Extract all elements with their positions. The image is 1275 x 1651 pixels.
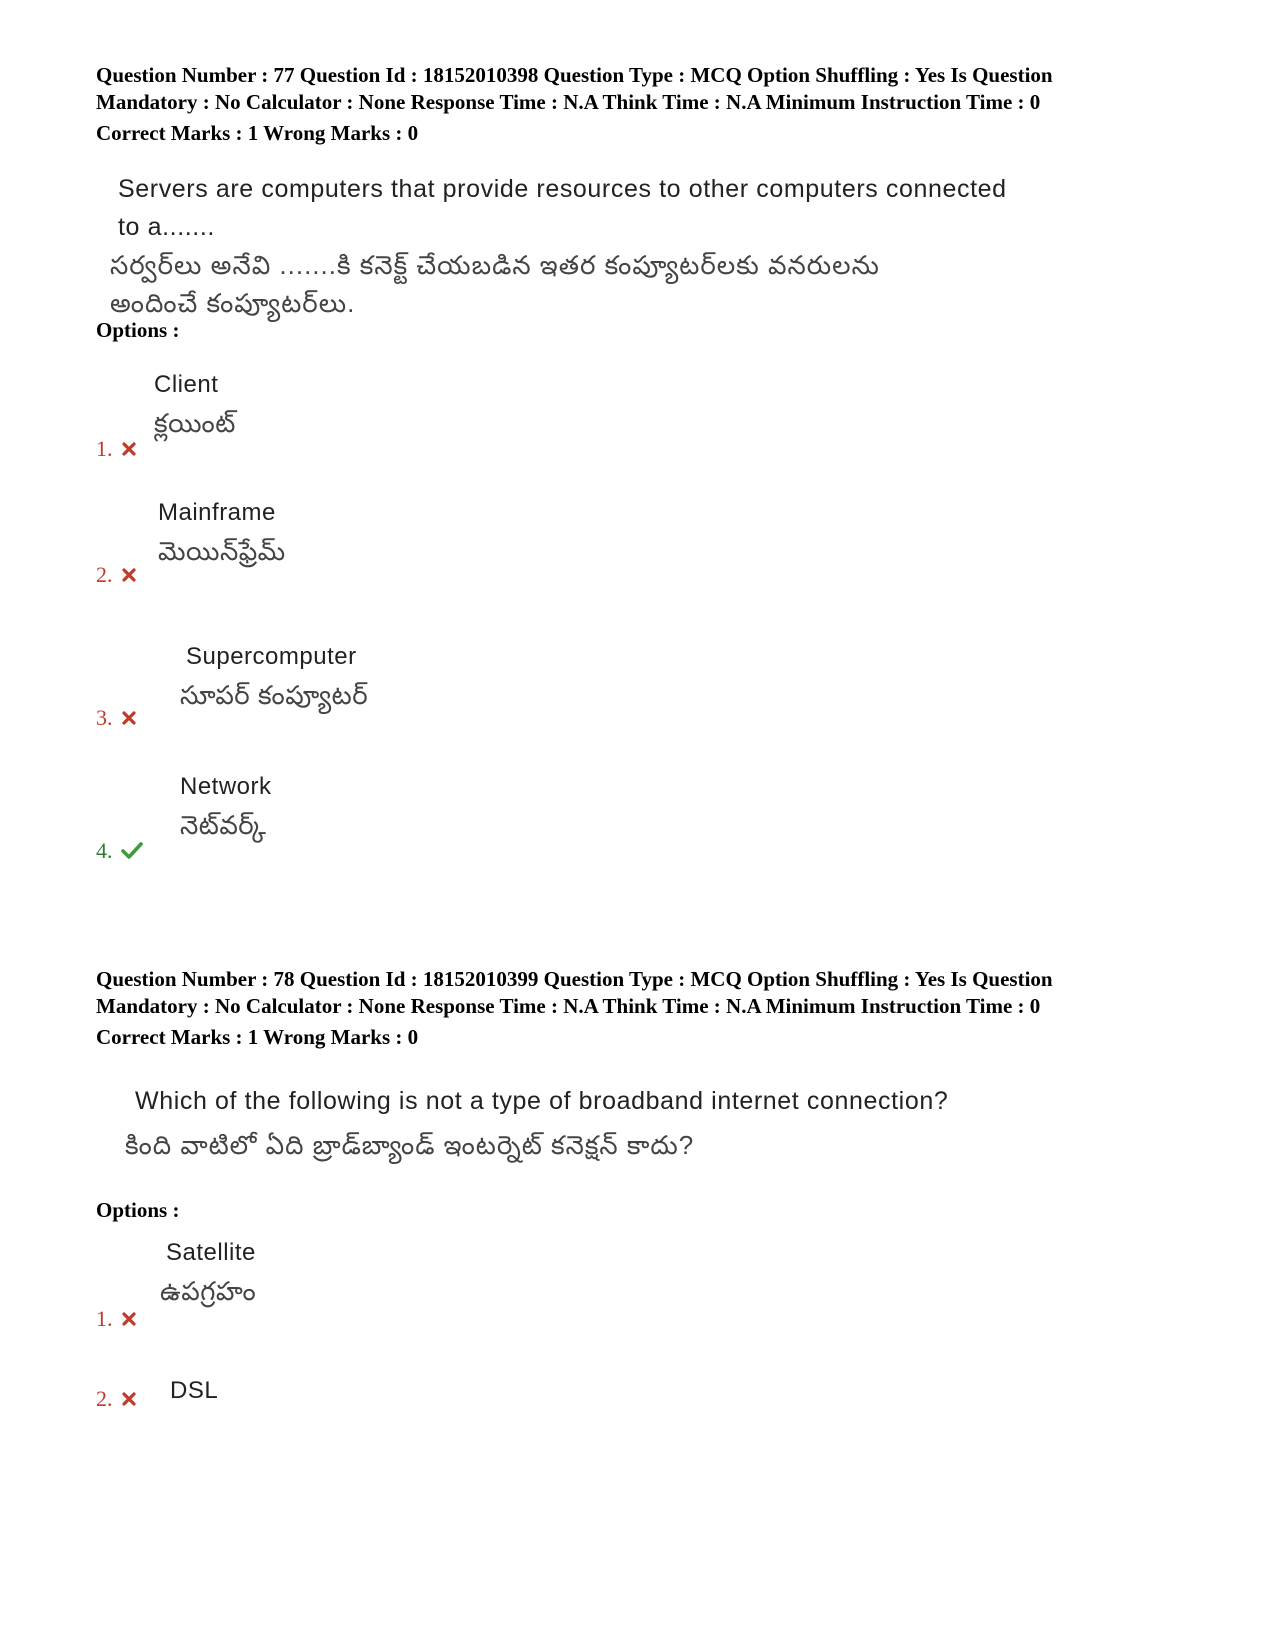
question-77-meta — [96, 62, 1196, 147]
option-text-te: మెయిన్‌ఫ్రేమ్ — [158, 536, 286, 566]
question-text-en: Servers are computers that provide resources to other computers connected — [118, 175, 1007, 203]
question-marks: Correct Marks : 1 Wrong Marks : 0 — [96, 1025, 419, 1049]
question-meta-line: Question Number : 78 Question Id : 18152010399 Question Type : MCQ Option Shuffling : Yes Is Question — [96, 967, 1053, 991]
options-label: Options : — [96, 318, 180, 342]
option-3-text — [180, 638, 369, 714]
question-text-en: Which of the following is not a type of broadband internet connection? — [135, 1087, 949, 1115]
option-4-marker — [96, 838, 143, 864]
option-number: 1. — [96, 436, 113, 461]
option-2-text — [158, 494, 286, 570]
question-78-text — [125, 1082, 949, 1164]
option-1-marker — [96, 1306, 137, 1332]
question-77-text — [110, 170, 1007, 322]
question-marks: Correct Marks : 1 Wrong Marks : 0 — [96, 121, 419, 145]
cross-icon — [121, 710, 137, 726]
option-2-marker — [96, 562, 137, 588]
question-text-te: అందించే కంప్యూటర్‌లు. — [110, 288, 356, 318]
question-text-te: సర్వర్‌లు అనేవి .......కి కనెక్ట్ చేయబడిన ఇతర కంప్యూటర్‌లకు వనరులను — [110, 250, 880, 280]
option-text-en: Client — [154, 371, 219, 398]
cross-icon — [121, 441, 137, 457]
option-number: 2. — [96, 562, 113, 587]
option-text-en: Satellite — [166, 1239, 256, 1266]
question-78-meta — [96, 966, 1196, 1051]
option-text-en: Network — [180, 773, 272, 800]
option-4-text — [180, 768, 272, 844]
option-1-text — [160, 1234, 257, 1310]
question-meta-line: Question Number : 77 Question Id : 18152010398 Question Type : MCQ Option Shuffling : Yes Is Question — [96, 63, 1053, 87]
option-text-en: Mainframe — [158, 499, 276, 526]
option-1-marker — [96, 436, 137, 462]
options-label: Options : — [96, 1198, 180, 1222]
option-text-te: ఉపగ్రహం — [160, 1276, 257, 1306]
option-number: 2. — [96, 1386, 113, 1411]
option-text-en: Supercomputer — [186, 643, 357, 670]
cross-icon — [121, 567, 137, 583]
question-meta-line: Mandatory : No Calculator : None Response Time : N.A Think Time : N.A Minimum Instruction Time : 0 — [96, 994, 1041, 1018]
option-3-marker — [96, 705, 137, 731]
option-1-text — [154, 366, 236, 442]
option-number: 1. — [96, 1306, 113, 1331]
question-text-te: కింది వాటిలో ఏది బ్రాడ్‌బ్యాండ్ ఇంటర్నెట్ కనెక్షన్ కాదు? — [125, 1130, 695, 1160]
question-meta-line: Mandatory : No Calculator : None Response Time : N.A Think Time : N.A Minimum Instruction Time : 0 — [96, 90, 1041, 114]
option-number: 3. — [96, 705, 113, 730]
option-2-marker — [96, 1386, 137, 1412]
question-text-en: to a....... — [118, 213, 215, 241]
check-icon — [121, 842, 143, 860]
option-number: 4. — [96, 838, 113, 863]
option-text-en: DSL — [170, 1377, 219, 1404]
cross-icon — [121, 1391, 137, 1407]
option-2-text — [170, 1372, 218, 1410]
option-text-te: క్లయింట్ — [154, 408, 236, 438]
cross-icon — [121, 1311, 137, 1327]
option-text-te: నెట్‌వర్క్ — [180, 810, 267, 840]
option-text-te: సూపర్ కంప్యూటర్ — [180, 680, 369, 710]
